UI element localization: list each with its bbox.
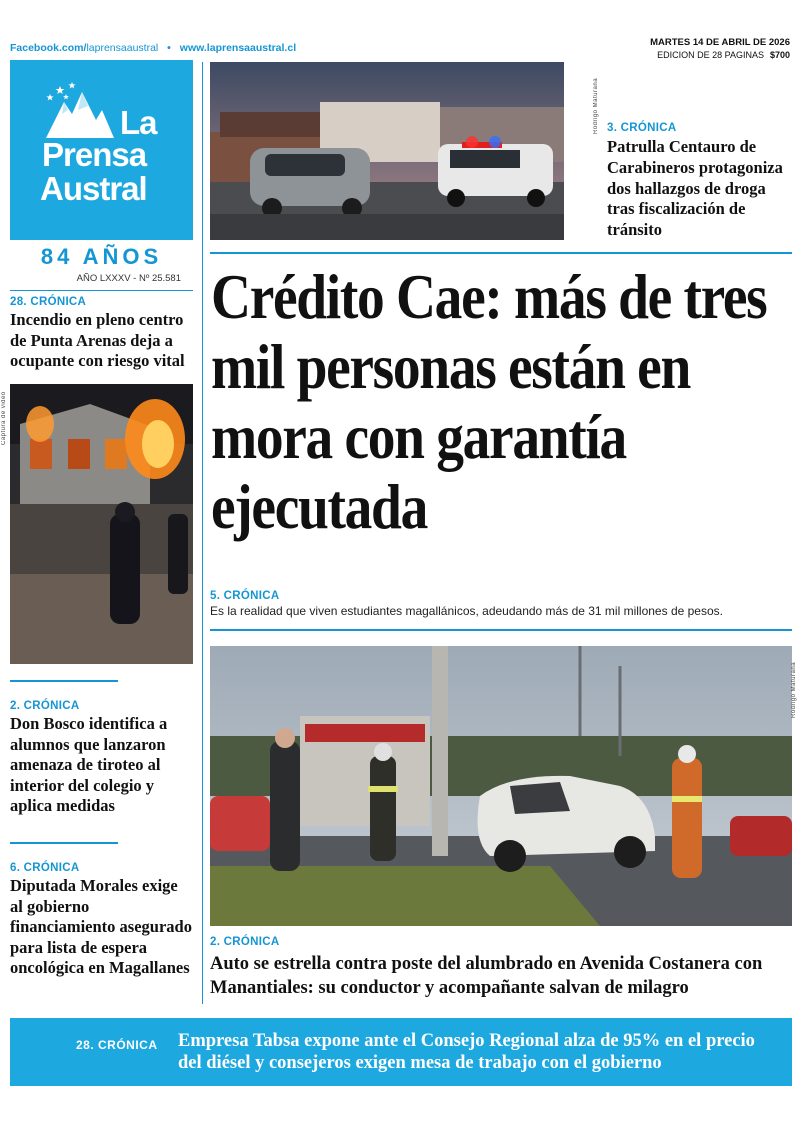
top-story-headline[interactable]: Patrulla Centauro de Carabineros protagoniza dos hallazgos de droga tras fiscalización de tránsito: [607, 137, 783, 240]
left-story-don-bosco[interactable]: [10, 700, 193, 817]
column-divider: [202, 62, 203, 1004]
top-story-section: 3. CRÓNICA: [607, 122, 677, 134]
divider-under-top-story: [210, 252, 792, 254]
divider-left-1: [10, 680, 118, 682]
police-patrol-photo[interactable]: [210, 62, 564, 240]
logo-word-la: La: [120, 104, 157, 141]
crash-story-headline[interactable]: Auto se estrella contra poste del alumbrado en Avenida Costanera con Manantiales: su conductor y acompañante salvan de milagro: [210, 954, 763, 998]
car-crash-photo[interactable]: [210, 646, 792, 926]
issue-info: [650, 36, 790, 62]
anniversary-badge: [10, 244, 193, 270]
crash-story[interactable]: [210, 936, 792, 1000]
logo-word-prensa: Prensa: [42, 136, 147, 173]
don-bosco-section: 2. CRÓNICA: [10, 700, 80, 712]
edition-number: AÑO LXXXV - Nº 25.581: [76, 273, 181, 284]
mountains-logo-icon: [38, 80, 118, 140]
logo-word-austral: Austral: [40, 170, 147, 207]
oncology-headline[interactable]: Diputada Morales exige al gobierno financiamiento asegurado para lista de espera oncológica en Magallanes: [10, 876, 192, 977]
main-story-section: 5. CRÓNICA: [210, 590, 280, 602]
photo-credit-top: Rodrigo Maturana: [593, 77, 599, 134]
divider-left-2: [10, 842, 118, 844]
police-scene-image: [210, 62, 564, 240]
issue-price: $700: [769, 50, 790, 60]
issue-pages-line: [650, 49, 790, 62]
banner-story-headline[interactable]: Empresa Tabsa expone ante el Consejo Regional alza de 95% en el precio del diésel y consejeros exigen mesa de trabajo con el gobierno: [178, 1031, 755, 1073]
photo-credit-crash: Rodrigo Maturana: [791, 661, 797, 718]
facebook-link[interactable]: Facebook.com/laprensaaustral: [10, 42, 159, 54]
left-divider-top: [10, 290, 193, 291]
issue-pages: EDICION DE 28 PAGINAS: [657, 50, 764, 60]
social-links: [10, 42, 296, 54]
left-story-fire[interactable]: [10, 296, 193, 372]
left-story-oncology[interactable]: [10, 862, 193, 979]
website-link[interactable]: www.laprensaaustral.cl: [179, 42, 297, 54]
anniversary-word: AÑOS: [82, 244, 163, 269]
bottom-banner-story[interactable]: [10, 1018, 792, 1086]
anniversary-number: 84: [40, 244, 74, 269]
separator-bullet: •: [167, 42, 171, 54]
fire-story-section: 28. CRÓNICA: [10, 296, 87, 308]
fire-story-headline[interactable]: Incendio en pleno centro de Punta Arenas deja a ocupante con riesgo vital: [10, 310, 185, 370]
banner-story-section: 28. CRÓNICA: [76, 1038, 158, 1052]
main-headline[interactable]: Crédito Cae: más de tres mil personas están en mora con garantía ejecutada: [211, 262, 767, 542]
top-story[interactable]: [607, 122, 797, 241]
crash-scene-image: [210, 646, 792, 926]
newspaper-logo[interactable]: [10, 60, 193, 240]
don-bosco-headline[interactable]: Don Bosco identifica a alumnos que lanzaron amenaza de tiroteo al interior del colegio y aplica medidas: [10, 714, 168, 815]
photo-credit-fire: Captura de video: [1, 391, 7, 445]
crash-story-section: 2. CRÓNICA: [210, 936, 280, 948]
issue-date: MARTES 14 DE ABRIL DE 2026: [650, 37, 790, 48]
fire-photo[interactable]: [10, 384, 193, 664]
oncology-section: 6. CRÓNICA: [10, 862, 80, 874]
main-story-subhead: Es la realidad que viven estudiantes magallánicos, adeudando más de 31 mil millones de pesos.: [210, 604, 723, 618]
divider-under-main: [210, 629, 792, 631]
fire-scene-image: [10, 384, 193, 664]
